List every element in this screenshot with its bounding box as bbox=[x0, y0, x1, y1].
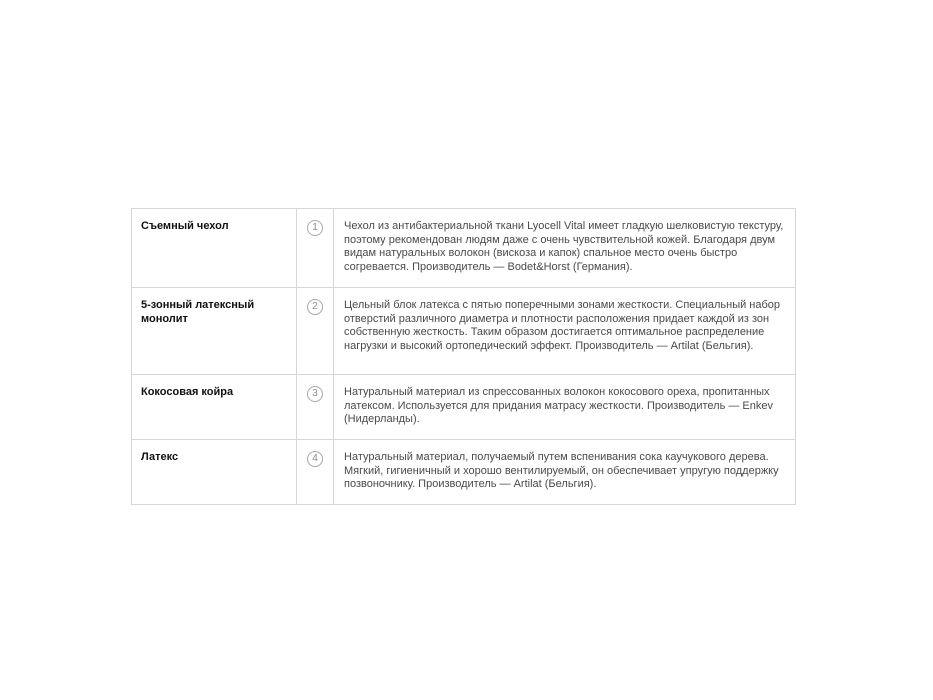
layer-description-cell bbox=[334, 439, 796, 504]
table-row bbox=[132, 374, 796, 439]
layer-description-cell bbox=[334, 287, 796, 374]
layer-name-cell bbox=[132, 287, 297, 374]
layer-description: Чехол из антибактериальной ткани Lyocell Vital имеет гладкую шелковистую текстуру, поэтому рекомендован людям даже с очень чувствительной кожей. Благодаря двум видам натуральных волокон (вискоза и капок) спальное место очень быстро согревается. Производитель — Bodet&Horst (Германия). bbox=[344, 220, 784, 274]
layer-name-cell bbox=[132, 374, 297, 439]
layer-name-cell bbox=[132, 439, 297, 504]
layer-name: Латекс bbox=[141, 450, 179, 463]
layer-description-cell bbox=[334, 374, 796, 439]
layer-number-cell bbox=[297, 287, 334, 374]
layer-name: Кокосовая койра bbox=[141, 385, 234, 398]
layer-description: Натуральный материал, получаемый путем вспенивания сока каучукового дерева. Мягкий, гигиеничный и хорошо вентилируемый, он обеспечивает упругую поддержку позвоночнику. Производитель — Artilat (Бельгия). bbox=[344, 450, 779, 491]
table-row bbox=[132, 209, 796, 288]
layer-name: 5-зонный латексный монолит bbox=[141, 298, 255, 325]
table-row bbox=[132, 439, 796, 504]
layer-number-badge: 2 bbox=[307, 299, 323, 315]
layer-number-badge: 3 bbox=[307, 386, 323, 402]
layer-description-cell bbox=[334, 209, 796, 288]
layer-name-cell bbox=[132, 209, 297, 288]
layers-table bbox=[131, 208, 796, 505]
layer-number-cell bbox=[297, 374, 334, 439]
layer-number-cell bbox=[297, 209, 334, 288]
layer-number-badge: 1 bbox=[307, 220, 323, 236]
layer-description: Цельный блок латекса с пятью поперечными зонами жесткости. Специальный набор отверстий различного диаметра и плотности расположения придает каждой из зон собственную жесткость. Таким образом достигается оптимальное распределение нагрузки и высокий ортопедический эффект. Производитель — Artilat (Бельгия). bbox=[344, 298, 781, 352]
layer-description: Натуральный материал из спрессованных волокон кокосового ореха, пропитанных латексом. Используется для придания матрасу жесткости. Производитель — Enkev (Нидерланды). bbox=[344, 385, 773, 426]
table-row bbox=[132, 287, 796, 374]
layer-number-cell bbox=[297, 439, 334, 504]
layer-name: Съемный чехол bbox=[141, 220, 229, 232]
layer-number-badge: 4 bbox=[307, 451, 323, 467]
